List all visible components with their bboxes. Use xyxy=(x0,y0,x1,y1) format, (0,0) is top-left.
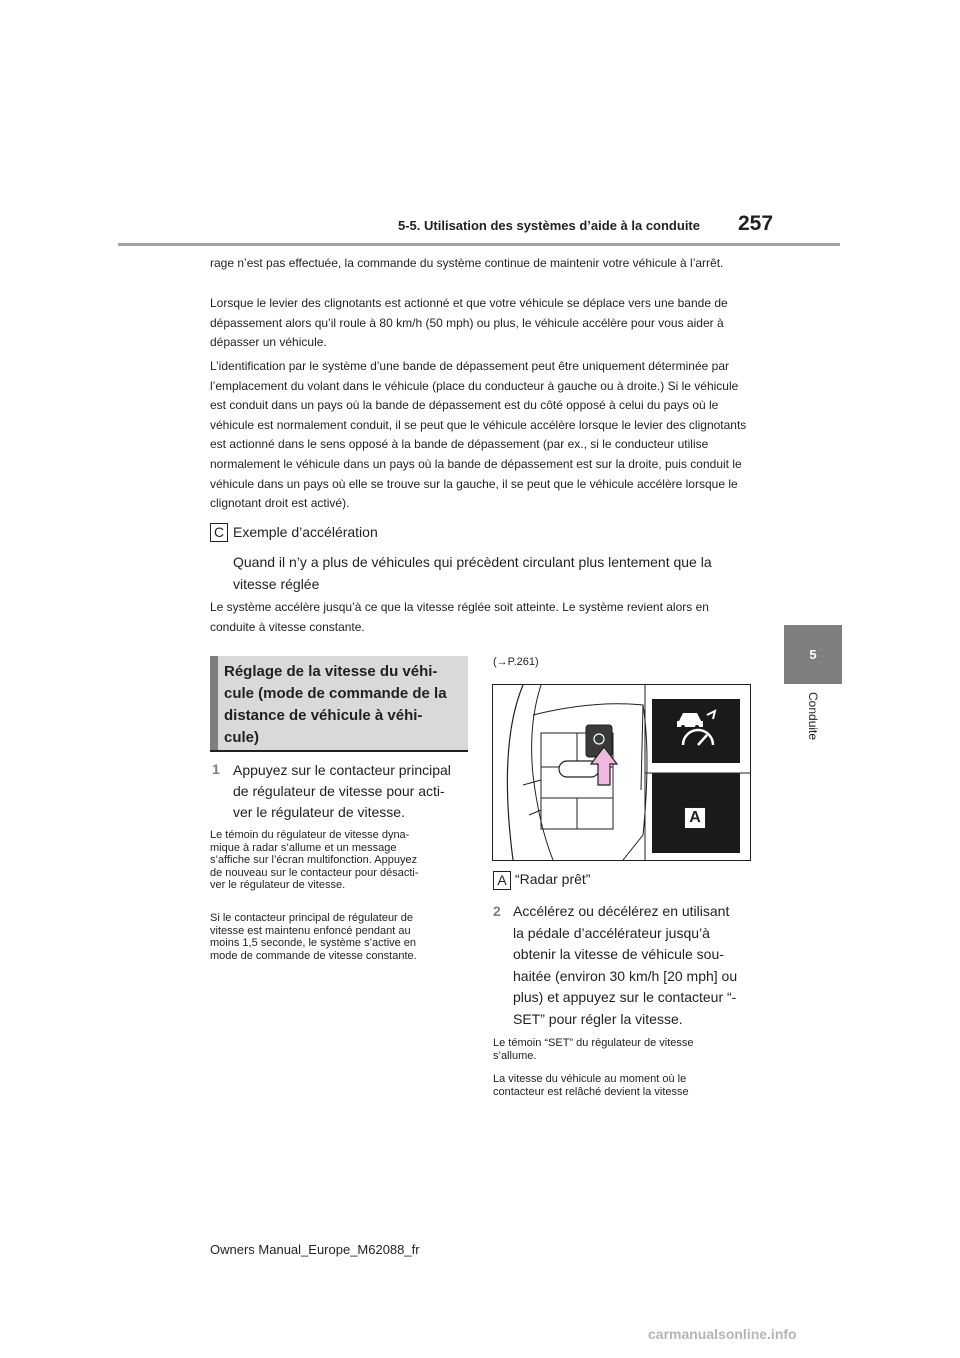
note-line: ver le régulateur de vitesse. xyxy=(210,879,346,891)
section-heading-rule xyxy=(210,750,468,752)
section-heading-line: Réglage de la vitesse du véhi- xyxy=(224,663,438,680)
label-box-a xyxy=(493,871,511,890)
steering-switch-illustration xyxy=(492,684,751,861)
step-line: haitée (environ 30 km/h [20 mph] ou xyxy=(513,967,738,984)
note-line: mique à radar s’allume et un message xyxy=(210,841,397,854)
section-header-title: 5-5. Utilisation des systèmes d’aide à la conduite xyxy=(398,218,700,233)
note-line: Si le contacteur principal de régulateur de xyxy=(210,912,414,924)
manual-footer: Owners Manual_Europe_M62088_fr xyxy=(210,1242,420,1257)
note-line: de nouveau sur le contacteur pour désacti- xyxy=(210,866,419,879)
step-number-2: 2 xyxy=(493,903,501,919)
acceleration-example-label: Exemple d’accélération xyxy=(233,524,378,540)
note-line: Le témoin “SET” du régulateur de vitesse xyxy=(493,1037,694,1049)
page-reference: (→P.261) xyxy=(493,656,539,668)
step-1-text xyxy=(233,760,468,823)
watermark: carmanualsonline.info xyxy=(648,1326,797,1342)
step-line: la pédale d’accélérateur jusqu’à xyxy=(513,924,710,941)
paragraph-acceleration-result: Le système accélère jusqu’à ce que la vitesse réglée soit atteinte. Le système revient alors en conduite à vitesse constante. xyxy=(210,600,709,634)
step-number-1: 1 xyxy=(212,761,220,777)
step-line: obtenir la vitesse de véhicule sou- xyxy=(513,946,724,962)
step-line: Appuyez sur le contacteur principal xyxy=(233,762,451,778)
step-2-text xyxy=(513,901,753,1030)
header-divider xyxy=(118,243,840,246)
note-line: vitesse est maintenu enfoncé pendant au xyxy=(210,924,411,937)
note-line: s’affiche sur l’écran multifonction. Appuyez xyxy=(210,854,418,866)
chapter-tab xyxy=(784,625,842,684)
step-line: plus) et appuyez sur le contacteur “- xyxy=(513,989,737,1005)
step-line: de régulateur de vitesse pour acti- xyxy=(233,783,445,799)
section-heading-line: distance de véhicule à véhi- xyxy=(224,707,423,724)
paragraph-continuation: rage n’est pas effectuée, la commande du système continue de maintenir votre véhicule à l’arrêt. xyxy=(210,256,724,270)
figure-label-a: A xyxy=(684,807,706,829)
section-heading-line: cule) xyxy=(224,729,260,746)
step-1-note-long-press xyxy=(210,912,466,962)
step-line: Accélérez ou décélérez en utilisant xyxy=(513,903,730,919)
page-number: 257 xyxy=(738,212,774,235)
note-line: Le témoin du régulateur de vitesse dyna- xyxy=(210,829,410,841)
paragraph-overtaking: Lorsque le levier des clignotants est actionné et que votre véhicule se déplace vers une bande de dépassement alors qu’il roule à 80 km/h (50 mph) ou plus, le véhicule accélère pour vous aider à dépasser un véhicule. xyxy=(210,296,728,350)
label-box-c xyxy=(210,523,228,542)
acceleration-condition-heading: Quand il n’y a plus de véhicules qui précèdent circulant plus lentement que la vitesse réglée xyxy=(233,554,712,592)
chapter-number: 5 xyxy=(809,647,817,662)
note-line: mode de commande de vitesse constante. xyxy=(210,949,417,962)
chapter-label: Conduite xyxy=(806,692,820,741)
step-line: SET” pour régler la vitesse. xyxy=(513,1010,683,1027)
steering-switch-svg xyxy=(493,685,750,860)
section-heading xyxy=(224,661,468,749)
section-heading-line: cule (mode de commande de la xyxy=(224,685,447,702)
step-line: ver le régulateur de vitesse. xyxy=(233,804,405,820)
note-line: contacteur est relâché devient la vitesse xyxy=(493,1085,689,1098)
note-line: moins 1,5 seconde, le système s’active en xyxy=(210,937,417,949)
note-line: s’allume. xyxy=(493,1049,537,1062)
label-letter-a: A xyxy=(493,871,511,890)
step-2-note-set-indicator xyxy=(493,1037,743,1062)
radar-ready-label: “Radar prêt” xyxy=(515,871,591,887)
note-line: La vitesse du véhicule au moment où le xyxy=(493,1073,687,1085)
label-letter-c: C xyxy=(210,523,228,542)
step-1-note-indicator xyxy=(210,829,466,892)
step-2-note-speed xyxy=(493,1073,743,1098)
paragraph-lane-identification: L’identification par le système d’une bande de dépassement peut être uniquement déterminée par l’emplacement du volant dans le véhicule (place du conducteur à gauche ou à droite.) Si le véhicule est conduit dans un pays où la bande de dépassement est du côté opposé à celui du pays où le véhicule est normalement conduit, il se peut que le véhicule accélère lorsque le levier des clignotants est actionné dans le sens opposé à la bande de dépassement (par ex., si le conducteur utilise normalement le véhicule dans un pays où la bande de dépassement est sur la droite, puis conduit le véhicule dans un pays où elle se trouve sur la gauche, il se peut que le véhicule accélère lorsque le clignotant droit est activé). xyxy=(210,359,747,511)
